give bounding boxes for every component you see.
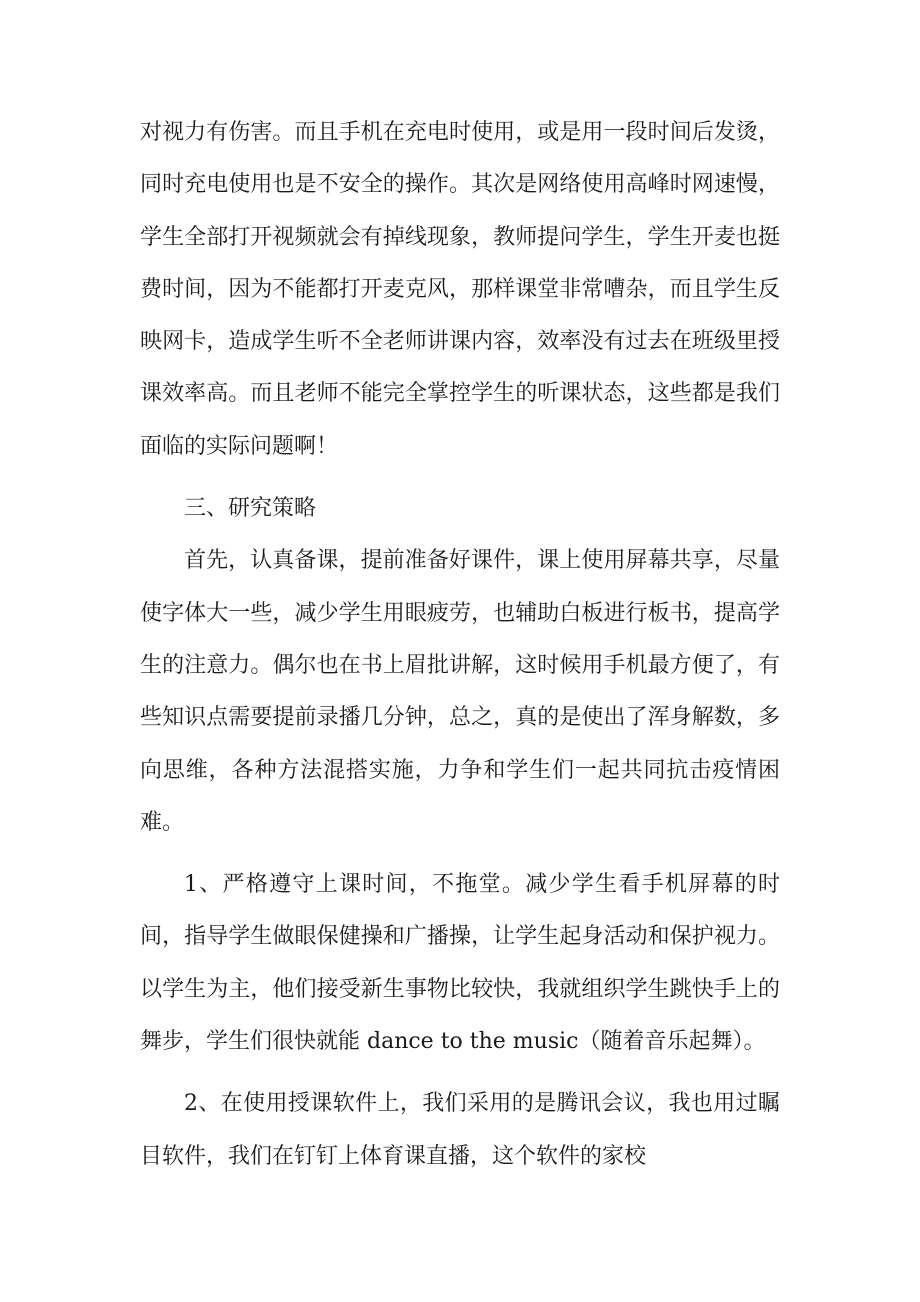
paragraph-lesson-preparation: 首先，认真备课，提前准备好课件，课上使用屏幕共享，尽量使字体大一些，减少学生用眼疲劳，也辅助白板进行板书，提高学生的注意力。偶尔也在书上眉批讲解，这时候用手机最方便了，有些知识点需要提前录播几分钟，总之，真的是使出了浑身解数，多向思维，各种方法混搭实施，力争和学生们一起共同抗击疫情困难。 (140, 548, 780, 835)
paragraph-item-2-teaching-software: 2、在使用授课软件上，我们采用的是腾讯会议，我也用过瞩目软件，我们在钉钉上体育课直播，这个软件的家校 (140, 1091, 780, 1169)
paragraph-item-1-class-time: 1、严格遵守上课时间，不拖堂。减少学生看手机屏幕的时间，指导学生做眼保健操和广播操，让学生起身活动和保护视力。以学生为主，他们接受新生事物比较快，我就组织学生跳快手上的舞步，学生们很快就能 dance to the music（随着音乐起舞）。 (140, 872, 780, 1055)
paragraph-eye-damage-and-network: 对视力有伤害。而且手机在充电时使用，或是用一段时间后发烫，同时充电使用也是不安全的操作。其次是网络使用高峰时网速慢，学生全部打开视频就会有掉线现象，教师提问学生，学生开麦也挺费时间，因为不能都打开麦克风，那样课堂非常嘈杂，而且学生反映网卡，造成学生听不全老师讲课内容，效率没有过去在班级里授课效率高。而且老师不能完全掌控学生的听课状态，这些都是我们面临的实际问题啊！ (140, 120, 780, 459)
section-heading-research-strategy: 三、研究策略 (184, 496, 317, 522)
document-page (140, 107, 780, 1183)
